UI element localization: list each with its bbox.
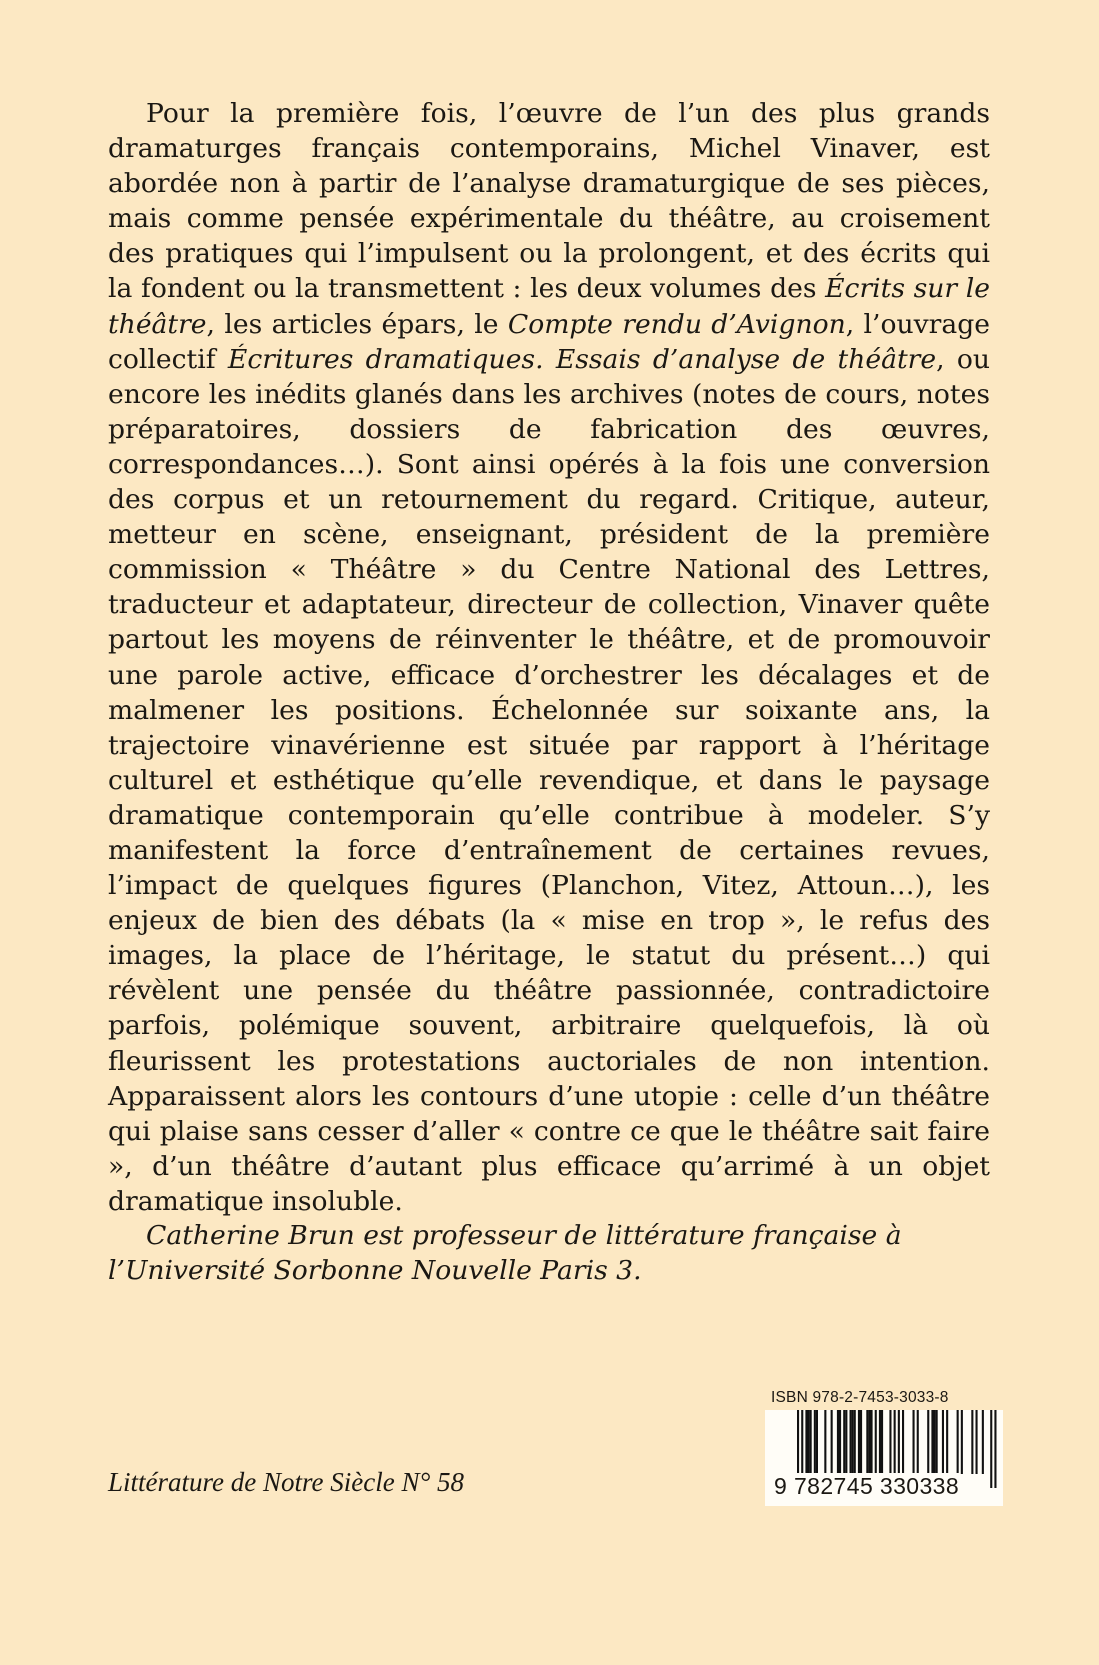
blurb-text-3: , l’ouvrage collectif [108,308,990,375]
blurb-text-1: Pour la première fois, l’œuvre de l’un des plus grands dramaturges français contemporains, Michel Vinaver, est abordée non à partir de l’analyse dramaturgique de ses pièces, mais comme pensée expérimentale du théâtre, au croisement des pratiques qui l’impulsent ou la prolongent, et des écrits qui la fondent ou la transmettent : les deux volumes des [108,98,990,305]
barcode-bar [902,1410,904,1474]
barcode-bar [971,1410,973,1474]
barcode-bar [934,1410,936,1474]
barcode-bar [831,1410,833,1474]
barcode-bar [808,1410,810,1474]
series-title: Littérature de Notre Siècle N° 58 [108,1467,464,1497]
barcode-bar [927,1410,929,1474]
barcode-bar [889,1410,891,1474]
blurb-title-ecritures: Écritures dramatiques. Essais d’analyse de théâtre [227,343,937,375]
barcode-bar [816,1410,818,1474]
barcode-bar [990,1410,992,1488]
barcode-bar [875,1410,877,1474]
barcode-bar [814,1410,816,1474]
author-bio: Catherine Brun est professeur de littérature française à l’Université Sorbonne Nouvelle Paris 3. [108,1220,902,1287]
barcode-bar [852,1410,854,1474]
barcode-bar [946,1410,948,1474]
barcode-bar [810,1410,812,1474]
blurb-title-ecrits: Écrits sur le théâtre [108,273,991,340]
isbn-label: ISBN 978-2-7453-3033-8 [771,1389,949,1406]
barcode-bar [866,1410,868,1474]
barcode-bar [854,1410,856,1474]
barcode-bar [839,1410,841,1474]
barcode-bar [917,1410,919,1474]
barcode-bar [931,1410,933,1474]
barcode-bar [957,1410,959,1474]
barcode-bar [860,1410,862,1474]
barcode-bar [837,1410,839,1474]
barcode-bar [850,1410,852,1474]
blurb-text-4: , ou encore les inédits glanés dans les archives (notes de cours, notes préparatoires, dossiers de fabrication des œuvres, correspondances…). Sont ainsi opérés à la fois une conversion des corpus et un retournement du regard. Critique, auteur, metteur en scène, enseignant, président de la première commission « Théâtre » du Centre National des Lettres, traducteur et adaptateur, directeur de collection, Vinaver quête partout les moyens de réinventer le théâtre, et de promouvoir une parole active, efficace d’orchestrer les décalages et de malmener les positions. Échelonnée sur soixante ans, la trajectoire vinavérienne est située par rapport à l’héritage culturel et esthétique qu’elle revendique, et dans le paysage dramatique contemporain qu’elle contribue à modeler. S’y manifestent la force d’entraînement de certaines revues, l’impact de quelques figures (Planchon, Vitez, Attoun…), les enjeux de bien des débats (la « mise en trop », le refus des images, la place de l’héritage, le statut du présent…) qui révèlent une pensée du théâtre passionnée, contradictoire parfois, polémique souvent, arbitraire quelquefois, là où fleurissent les protestations auctoriales de non intention. Apparaissent alors les contours d’une utopie : celle d’un théâtre qui plaise sans cesser d’aller « contre ce que le théâtre sait faire », d’un théâtre d’autant plus efficace qu’arrimé à un objet dramatique insoluble. [108,343,990,1217]
barcode-bar [942,1410,944,1474]
barcode-bar [879,1410,881,1474]
barcode-bar [936,1410,938,1474]
barcode-bar [913,1410,915,1474]
barcode-bar [881,1410,883,1474]
barcode-bar [871,1410,873,1474]
barcode-bar [858,1410,860,1474]
barcode-bar [976,1410,978,1474]
barcode-bar [845,1410,847,1474]
barcode-bar [824,1410,826,1474]
blurb-text-2: , les articles épars, le [206,308,508,340]
book-blurb [108,96,990,1219]
blurb-title-compte-rendu: Compte rendu d’Avignon [507,308,846,340]
barcode-bar [805,1410,807,1474]
barcode-bar [982,1410,984,1474]
barcode-bar [868,1410,870,1474]
barcode-digits: 9 782745 330338 [774,1473,960,1499]
barcode-bar [994,1410,996,1488]
barcode-bar [961,1410,963,1474]
barcode-bar [843,1410,845,1474]
